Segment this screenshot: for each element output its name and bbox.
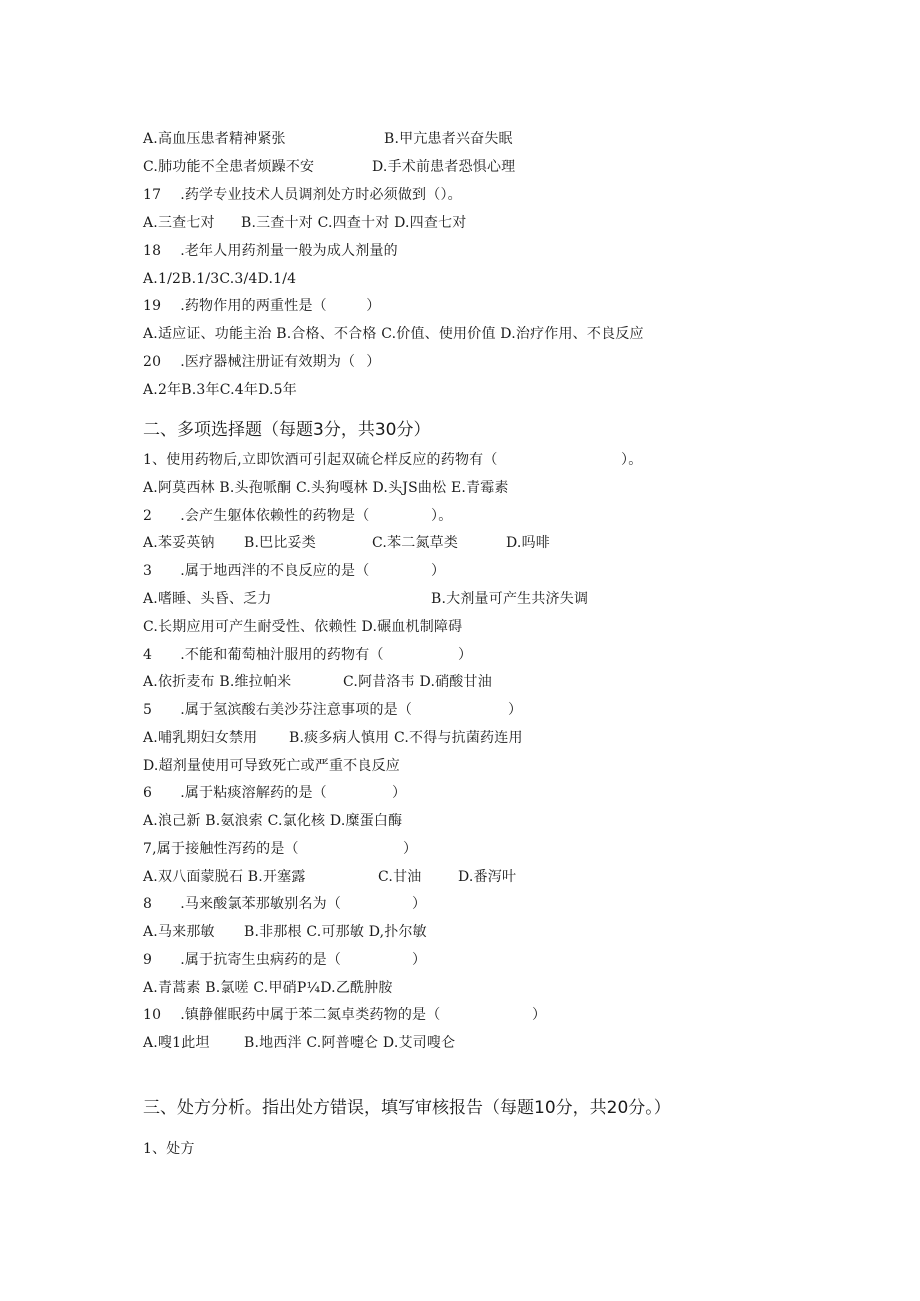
m2-option-a: A.苯妥英钠 [143, 535, 215, 551]
q17-option-rest: B.三查十对 C.四查十对 D.四查七对 [241, 215, 467, 231]
section-3-item-1: 1、处方 [143, 1141, 195, 1157]
q16-option-b: B.甲亢患者兴奋失眠 [384, 131, 513, 147]
m7-stem: 7,属于接触性泻药的是（ [143, 841, 299, 857]
m4-option-cd: C.阿昔洛韦 D.硝酸甘油 [343, 674, 492, 690]
q16-option-a: A.高血压患者精神紧张 [143, 131, 286, 147]
q18-options: A.1/2B.1/3C.3/4D.1/4 [143, 271, 297, 287]
m3-stem: 3 .属于地西泮的不良反应的是（ [143, 563, 370, 579]
q16-option-d: D.手术前患者恐惧心理 [372, 159, 516, 175]
m10-option-a: A.嗖1此坦 [143, 1035, 210, 1051]
m9-stem-end: ） [412, 952, 427, 968]
m3-option-a: A.嗜睡、头昏、乏力 [143, 591, 272, 607]
m7-option-d: D.番泻叶 [458, 869, 517, 885]
m6-stem: 6 .属于粘痰溶解药的是（ [143, 785, 327, 801]
m3-options-row-2: C.长期应用可产生耐受性、依赖性 D.碾血机制障碍 [143, 619, 463, 635]
m8-stem: 8 .马来酸氯苯那敏别名为（ [143, 896, 342, 912]
m8-stem-end: ） [412, 896, 427, 912]
m9-options: A.青蒿素 B.氯嗟 C.甲硝P¼D.乙酰肿胺 [143, 980, 393, 996]
m5-stem: 5 .属于氢滨酸右美沙芬注意事项的是（ [143, 702, 413, 718]
section-2-heading: 二、多项选择题（每题3分，共30分） [143, 420, 431, 440]
q20-options: A.2年B.3年C.4年D.5年 [143, 382, 297, 398]
m1-stem: 1、使用药物后,立即饮酒可引起双硫仑样反应的药物有（ [143, 452, 498, 468]
q20-stem: 20 .医疗器械注册证有效期为（ ） [143, 354, 381, 370]
q19-stem: 19 .药物作用的两重性是（ ） [143, 298, 381, 314]
q19-options: A.适应证、功能主治 B.合格、不合格 C.价值、使用价值 D.治疗作用、不良反应 [143, 326, 644, 342]
m4-option-ab: A.依折麦布 B.维拉帕米 [143, 674, 292, 690]
m2-option-d: D.吗啡 [506, 535, 550, 551]
m5-options-row-2: D.超剂量使用可导致死亡或严重不良反应 [143, 758, 400, 774]
q18-stem: 18 .老年人用药剂量一般为成人剂量的 [143, 243, 398, 259]
m8-option-bcd: B.非那根 C.可那敏 D,扑尔敏 [244, 924, 427, 940]
m10-option-bcd: B.地西泮 C.阿普嚏仑 D.艾司嗖仑 [244, 1035, 456, 1051]
m5-option-bc: B.痰多病人慎用 C.不得与抗菌药连用 [289, 730, 523, 746]
m2-option-c: C.苯二氮草类 [372, 535, 459, 551]
m3-stem-end: ） [431, 563, 446, 579]
q16-option-c: C.肺功能不全患者烦躁不安 [143, 159, 315, 175]
m1-options: A.阿莫西林 B.头孢哌酮 C.头狗嘎林 D.头JS曲松 E.青霉素 [143, 480, 509, 496]
q17-stem: 17 .药学专业技术人员调剂处方时必须做到（）。 [143, 187, 462, 203]
m5-option-a: A.哺乳期妇女禁用 [143, 730, 258, 746]
m7-stem-end: ） [403, 841, 418, 857]
m2-option-b: B.巴比妥类 [244, 535, 316, 551]
m1-stem-end: ）。 [621, 452, 643, 468]
m8-option-a: A.马来那敏 [143, 924, 215, 940]
m10-stem: 10 .镇静催眠药中属于苯二氮卓类药物的是（ [143, 1007, 441, 1023]
m10-stem-end: ） [532, 1007, 547, 1023]
m6-stem-end: ） [392, 785, 407, 801]
m3-option-b: B.大剂量可产生共济失调 [431, 591, 589, 607]
m6-options: A.浪己新 B.氨浪索 C.氯化核 D.糜蛋白酶 [143, 813, 403, 829]
m2-stem-end: ）。 [431, 508, 453, 524]
m9-stem: 9 .属于抗寄生虫病药的是（ [143, 952, 342, 968]
m5-stem-end: ） [508, 702, 523, 718]
m2-stem: 2 .会产生躯体依赖性的药物是（ [143, 508, 370, 524]
m7-option-ab: A.双八面蒙脱石 B.开塞露 [143, 869, 306, 885]
section-3-heading: 三、处方分析。指出处方错误，填写审核报告（每题10分，共20分。） [143, 1098, 671, 1118]
m7-option-c: C.甘油 [378, 869, 422, 885]
q17-option-a: A.三查七对 [143, 215, 215, 231]
m4-stem: 4 .不能和葡萄柚汁服用的药物有（ [143, 647, 384, 663]
m4-stem-end: ） [458, 647, 473, 663]
